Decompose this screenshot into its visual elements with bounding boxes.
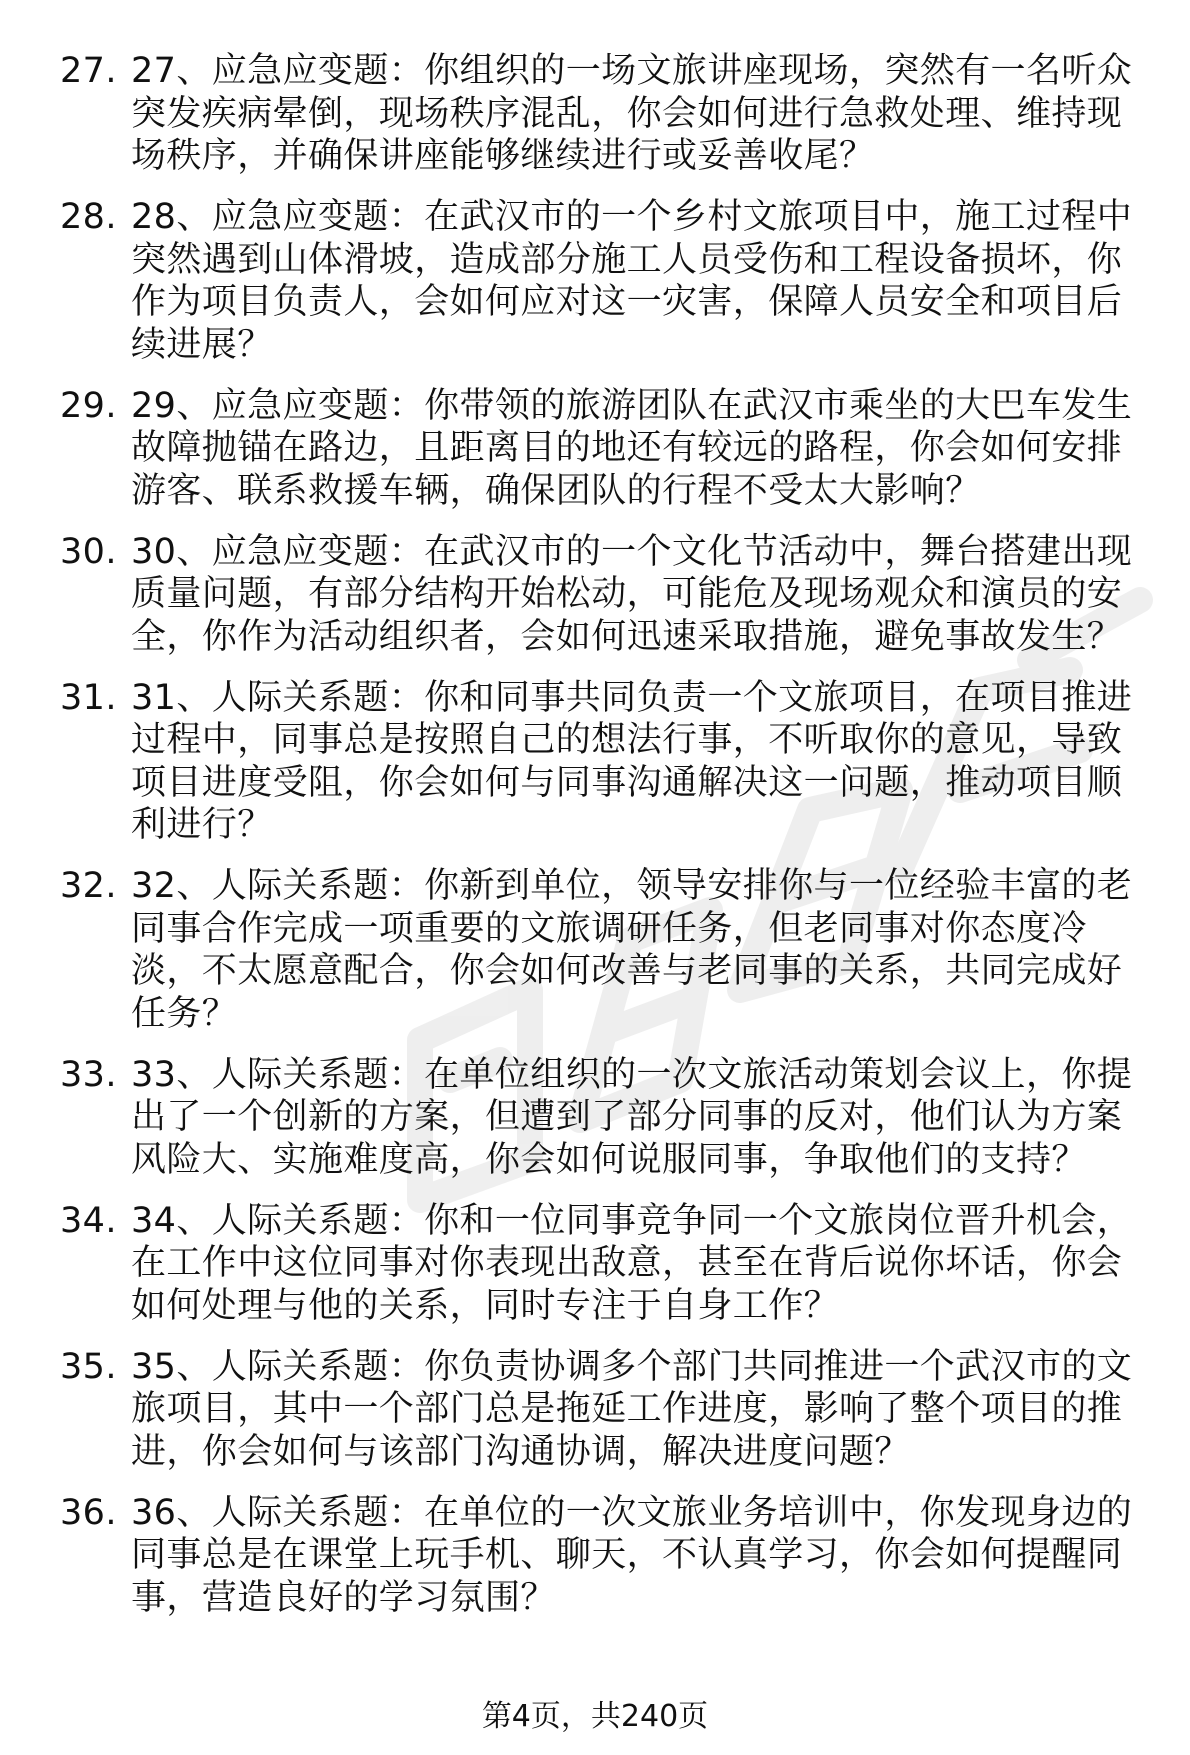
question-number: 34. <box>60 1200 117 1241</box>
question-item-32 <box>60 865 1155 1035</box>
question-item-31 <box>60 677 1155 847</box>
question-text: 31、人际关系题：你和同事共同负责一个文旅项目，在项目推进过程中，同事总是按照自己的想法行事，不听取你的意见，导致项目进度受阻，你会如何与同事沟通解决这一问题，推动项目顺利进行？ <box>131 677 1133 845</box>
question-number: 35. <box>60 1346 117 1387</box>
question-text: 34、人际关系题：你和一位同事竞争同一个文旅岗位晋升机会，在工作中这位同事对你表现出敌意，甚至在背后说你坏话，你会如何处理与他的关系，同时专注于自身工作？ <box>131 1200 1133 1326</box>
question-text: 32、人际关系题：你新到单位，领导安排你与一位经验丰富的老同事合作完成一项重要的文旅调研任务，但老同事对你态度冷淡，不太愿意配合，你会如何改善与老同事的关系，共同完成好任务？ <box>131 866 1133 1034</box>
question-text: 36、人际关系题：在单位的一次文旅业务培训中，你发现身边的同事总是在课堂上玩手机、聊天，不认真学习，你会如何提醒同事，营造良好的学习氛围？ <box>131 1492 1133 1618</box>
question-number: 30. <box>60 531 117 572</box>
question-item-30 <box>60 531 1155 659</box>
question-text: 30、应急应变题：在武汉市的一个文化节活动中，舞台搭建出现质量问题，有部分结构开始松动，可能危及现场观众和演员的安全，你作为活动组织者，会如何迅速采取措施，避免事故发生？ <box>131 531 1133 657</box>
question-item-28 <box>60 196 1155 366</box>
question-number: 36. <box>60 1492 117 1533</box>
question-text: 35、人际关系题：你负责协调多个部门共同推进一个武汉市的文旅项目，其中一个部门总是拖延工作进度，影响了整个项目的推进，你会如何与该部门沟通协调，解决进度问题？ <box>131 1346 1133 1472</box>
question-item-29 <box>60 385 1155 513</box>
question-number: 33. <box>60 1054 117 1095</box>
question-text: 28、应急应变题：在武汉市的一个乡村文旅项目中，施工过程中突然遇到山体滑坡，造成部分施工人员受伤和工程设备损坏，你作为项目负责人，会如何应对这一灾害，保障人员安全和项目后续进展？ <box>131 197 1133 365</box>
question-text: 27、应急应变题：你组织的一场文旅讲座现场，突然有一名听众突发疾病晕倒，现场秩序混乱，你会如何进行急救处理、维持现场秩序，并确保讲座能够继续进行或妥善收尾？ <box>131 51 1133 176</box>
question-item-36 <box>60 1492 1155 1620</box>
question-number: 27. <box>60 51 117 91</box>
question-number: 32. <box>60 866 117 906</box>
question-item-33 <box>60 1054 1155 1182</box>
page-footer: 第4页，共240页 <box>481 1699 709 1734</box>
question-item-34 <box>60 1200 1155 1328</box>
question-number: 29. <box>60 385 117 426</box>
question-text: 29、应急应变题：你带领的旅游团队在武汉市乘坐的大巴车发生故障抛锚在路边，且距离目的地还有较远的路程，你会如何安排游客、联系救援车辆，确保团队的行程不受太大影响？ <box>131 385 1133 511</box>
question-item-35 <box>60 1346 1155 1474</box>
question-number: 28. <box>60 197 117 237</box>
question-number: 31. <box>60 677 117 718</box>
question-item-27 <box>60 50 1155 178</box>
question-list <box>60 50 1155 1638</box>
question-text: 33、人际关系题：在单位组织的一次文旅活动策划会议上，你提出了一个创新的方案，但遭到了部分同事的反对，他们认为方案风险大、实施难度高，你会如何说服同事，争取他们的支持？ <box>131 1054 1133 1180</box>
